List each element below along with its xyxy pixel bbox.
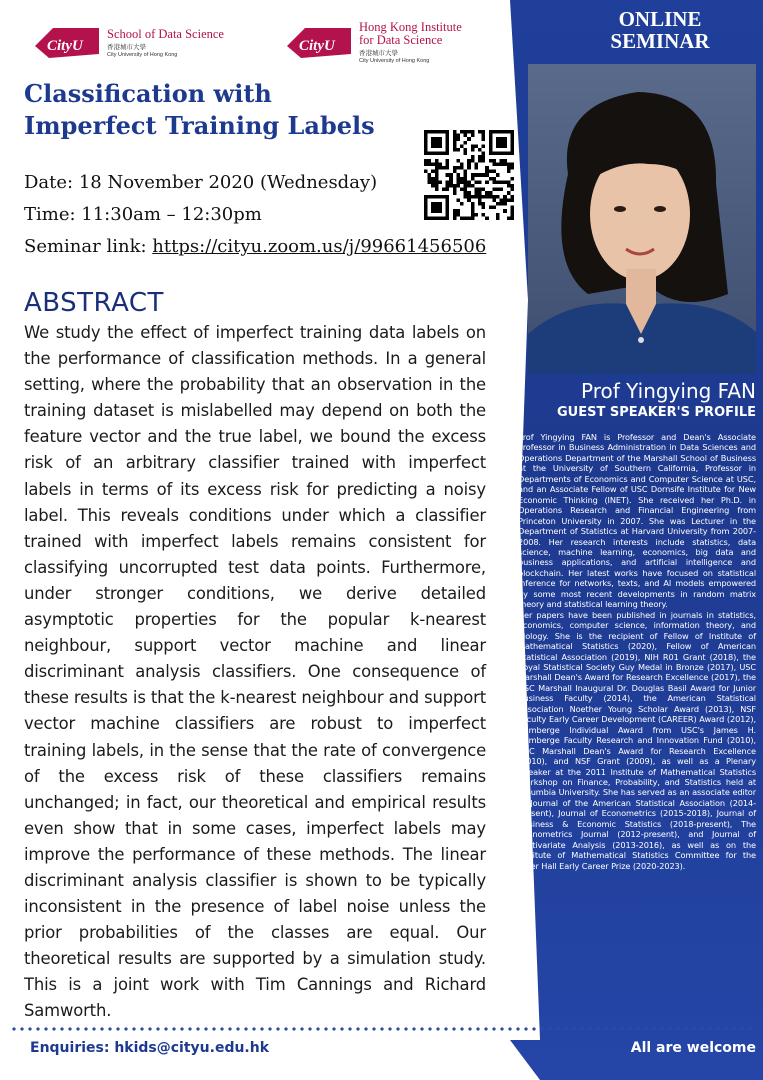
cityu-logo-mark [285,24,353,62]
banner-line-2: SEMINAR [610,29,710,53]
abstract-body: We study the effect of imperfect training data labels on the performance of classification methods. In a general setting, where the probability that an observation in the training dataset is mislabelled may depend on both the feature vector and the true label, we bound the excess risk of an arbitrary classifier trained with imperfect labels in terms of its excess risk for predicting a noisy label. This reveals conditions under which a classifier trained with imperfect labels remains consistent for classifying uncorrupted test data points. Furthermore, under stronger conditions, we derive detailed asymptotic properties for the popular k-nearest neighbour, support vector machine and linear discriminant analysis classifiers. One consequence of these results is that the k-nearest neighbour and support vector machine classifiers are robust to imperfect training labels, in the sense that the rate of convergence of the excess risk of these classifiers remains unchanged; in fact, our theoretical and empirical results even show that in some cases, imperfect labels may improve the performance of these methods. The linear discriminant analysis classifier is shown to be typically inconsistent in the presence of label noise unless the prior probabilities of the classes are equal. Our theoretical results are supported by a simulation study. This is a joint work with Tim Cannings and Richard Samworth. [24,323,486,1021]
logo-chinese-name: 香港城市大學 [107,43,146,51]
banner-line-1: ONLINE [618,7,702,31]
online-seminar-banner [560,8,760,52]
seminar-time: Time: 11:30am – 12:30pm [24,204,262,225]
qr-code[interactable] [424,130,514,220]
logo-university-name: City University of Hong Kong [359,58,430,64]
enquiries-contact: Enquiries: hkids@cityu.edu.hk [30,1040,270,1056]
logo-unit-name: Hong Kong Institute for Data Science [359,20,462,47]
title-line-2: Imperfect Training Labels [24,111,375,140]
all-welcome-note: All are welcome [630,1040,756,1056]
cityu-logo-mark [33,24,101,62]
speaker-bio-paragraph: Her papers have been published in journals in statistics, economics, computer science, information theory, and biology. She is the recipient of Fellow of Institute of Mathematical Statistics (2020), Fellow of American Statistical Association (2019), NIH R01 Grant (2018), the Royal Statistical Society Guy Medal in Bronze (2017), USC Marshall Dean's Award for Research Excellence (2017), the USC Marshall Inaugural Dr. Douglas Basil Award for Junior Business Faculty (2014), the American Statistical Association Noether Young Scholar Award (2013), NSF Faculty Early Career Development (CAREER) Award (2012), Zumberge Individual Award from USC's James H. Zumberge Faculty Research and Innovation Fund (2010), USC Marshall Dean's Award for Research Excellence (2010), and NSF Grant (2009), as well as a Plenary Speaker at the 2011 Institute of Mathematical Statistics Workshop on Finance, Probability, and Statistics held at Columbia University. She has served as an associate editor of Journal of the American Statistical Association (2014-present), Journal of Econometrics (2015-2018), Journal of Business & Economic Statistics (2018-present), The Econometrics Journal (2012-present), and Journal of Multivariate Analysis (2013-2016), as well as on the Institute of Mathematical Statistics Committee for the Peter Hall Early Career Prize (2020-2023). [518,609,756,871]
logo-wordmark: CityU [299,38,335,54]
title-line-1: Classification with [24,79,272,108]
abstract-heading: ABSTRACT [24,288,164,318]
seminar-title [24,78,424,142]
logo-unit-name: School of Data Science [107,26,224,41]
speaker-bio-paragraph: Prof Yingying FAN is Professor and Dean's Associate Professor in Business Administration in Data Sciences and Operations Department of the Marshall School of Business at the University of Southern California, Professor in Departments of Economics and Computer Science at USC, and an Associate Fellow of USC Dornsife Institute for New Economic Thinking (INET). She received her Ph.D. in Operations Research and Financial Engineering from Princeton University in 2007. She was Lecturer in the Department of Statistics at Harvard University from 2007-2008. Her research interests include statistics, data science, machine learning, economics, big data and business applications, and artificial intelligence and blockchain. Her latest works have focused on statistical inference for networks, texts, and AI models empowered by some most recent developments in random matrix theory and statistical learning theory. [518,432,756,610]
speaker-bio [518,432,756,871]
seminar-date: Date: 18 November 2020 (Wednesday) [24,172,378,193]
logo-university-name: City University of Hong Kong [107,51,178,58]
seminar-link-label: Seminar link: [24,236,153,257]
school-of-data-science-logo [33,20,224,66]
hkids-logo [285,20,479,66]
seminar-link[interactable]: https://cityu.zoom.us/j/99661456506 [152,236,487,257]
speaker-profile-heading: GUEST SPEAKER'S PROFILE [557,405,756,420]
logo-wordmark: CityU [47,38,83,54]
dotted-divider [10,1027,755,1031]
seminar-link-row [24,236,486,258]
speaker-name: Prof Yingying FAN [581,379,756,403]
speaker-photo [528,64,756,374]
logo-chinese-name: 香港城市大學 [359,50,398,57]
